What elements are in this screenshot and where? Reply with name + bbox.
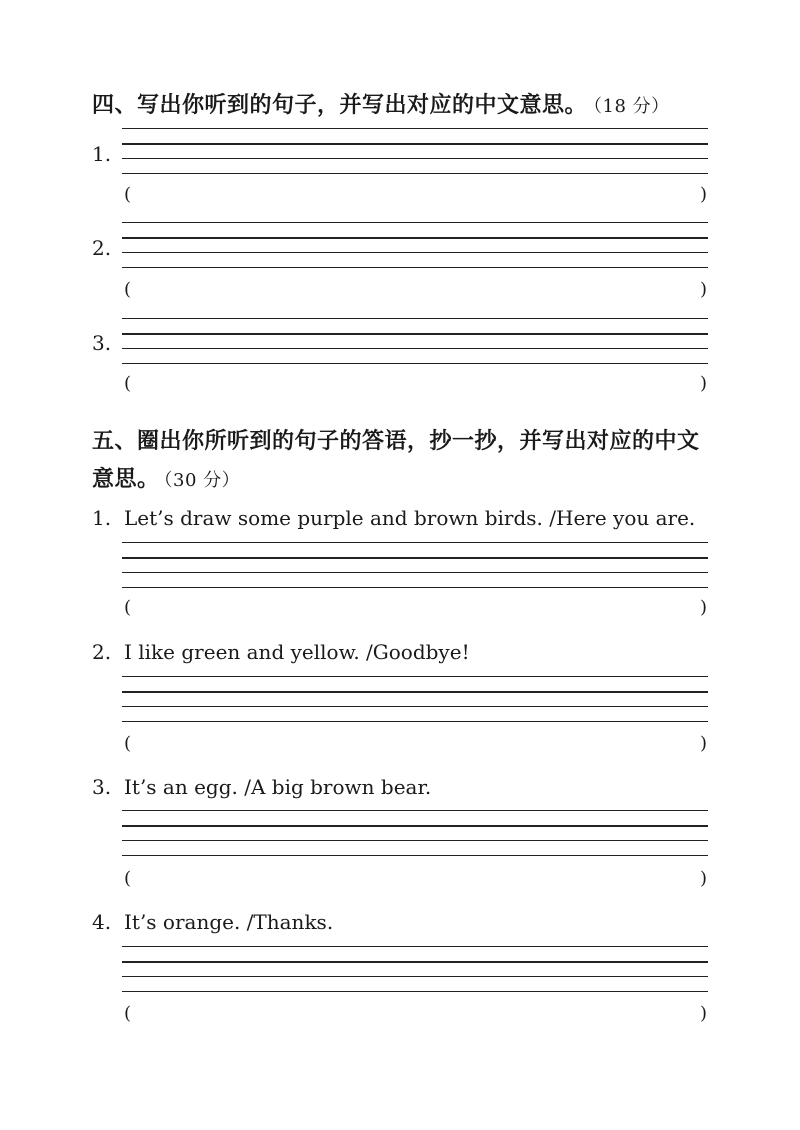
paren-close: ) <box>700 597 708 618</box>
answer-choice-sentence[interactable]: It’s an egg. /A big brown bear. <box>124 775 432 799</box>
paren-open: ( <box>124 597 132 618</box>
question-number: 1. <box>92 142 112 166</box>
paren-open: ( <box>124 373 132 394</box>
paren-open: ( <box>124 868 132 889</box>
paren-close: ) <box>700 1003 708 1024</box>
writing-lines[interactable] <box>122 318 708 364</box>
answer-choice-sentence[interactable]: I like green and yellow. /Goodbye! <box>124 640 470 664</box>
paren-open: ( <box>124 279 132 300</box>
paren-close: ) <box>700 373 708 394</box>
writing-lines[interactable] <box>122 128 708 174</box>
section-4-score: （18 分） <box>593 96 670 117</box>
question-number: 2. <box>92 236 112 260</box>
paren-open: ( <box>124 733 132 754</box>
paren-close: ) <box>700 184 708 205</box>
section-4-title: 四、写出你听到的句子，并写出对应的中文意思。 <box>92 93 588 118</box>
paren-close: ) <box>700 868 708 889</box>
writing-lines[interactable] <box>122 542 708 588</box>
question-number: 1. <box>92 506 112 530</box>
writing-lines[interactable] <box>122 222 708 268</box>
answer-choice-sentence[interactable]: Let’s draw some purple and brown birds. /Here you are. <box>124 506 696 530</box>
writing-lines[interactable] <box>122 946 708 992</box>
answer-choice-sentence[interactable]: It’s orange. /Thanks. <box>124 910 334 934</box>
section-5-heading-tail: 意思。 <box>92 467 160 492</box>
question-number: 2. <box>92 640 112 664</box>
question-number: 3. <box>92 331 112 355</box>
question-number: 3. <box>92 775 112 799</box>
paren-open: ( <box>124 184 132 205</box>
section-5-heading-line-2 <box>92 462 240 493</box>
paren-open: ( <box>124 1003 132 1024</box>
section-4-heading <box>92 88 670 119</box>
section-5-heading-line-1: 五、圈出你所听到的句子的答语，抄一抄，并写出对应的中文 <box>92 429 700 454</box>
paren-close: ) <box>700 279 708 300</box>
section-5-score: （30 分） <box>163 470 241 491</box>
writing-lines[interactable] <box>122 676 708 722</box>
writing-lines[interactable] <box>122 810 708 856</box>
question-number: 4. <box>92 910 112 934</box>
paren-close: ) <box>700 733 708 754</box>
